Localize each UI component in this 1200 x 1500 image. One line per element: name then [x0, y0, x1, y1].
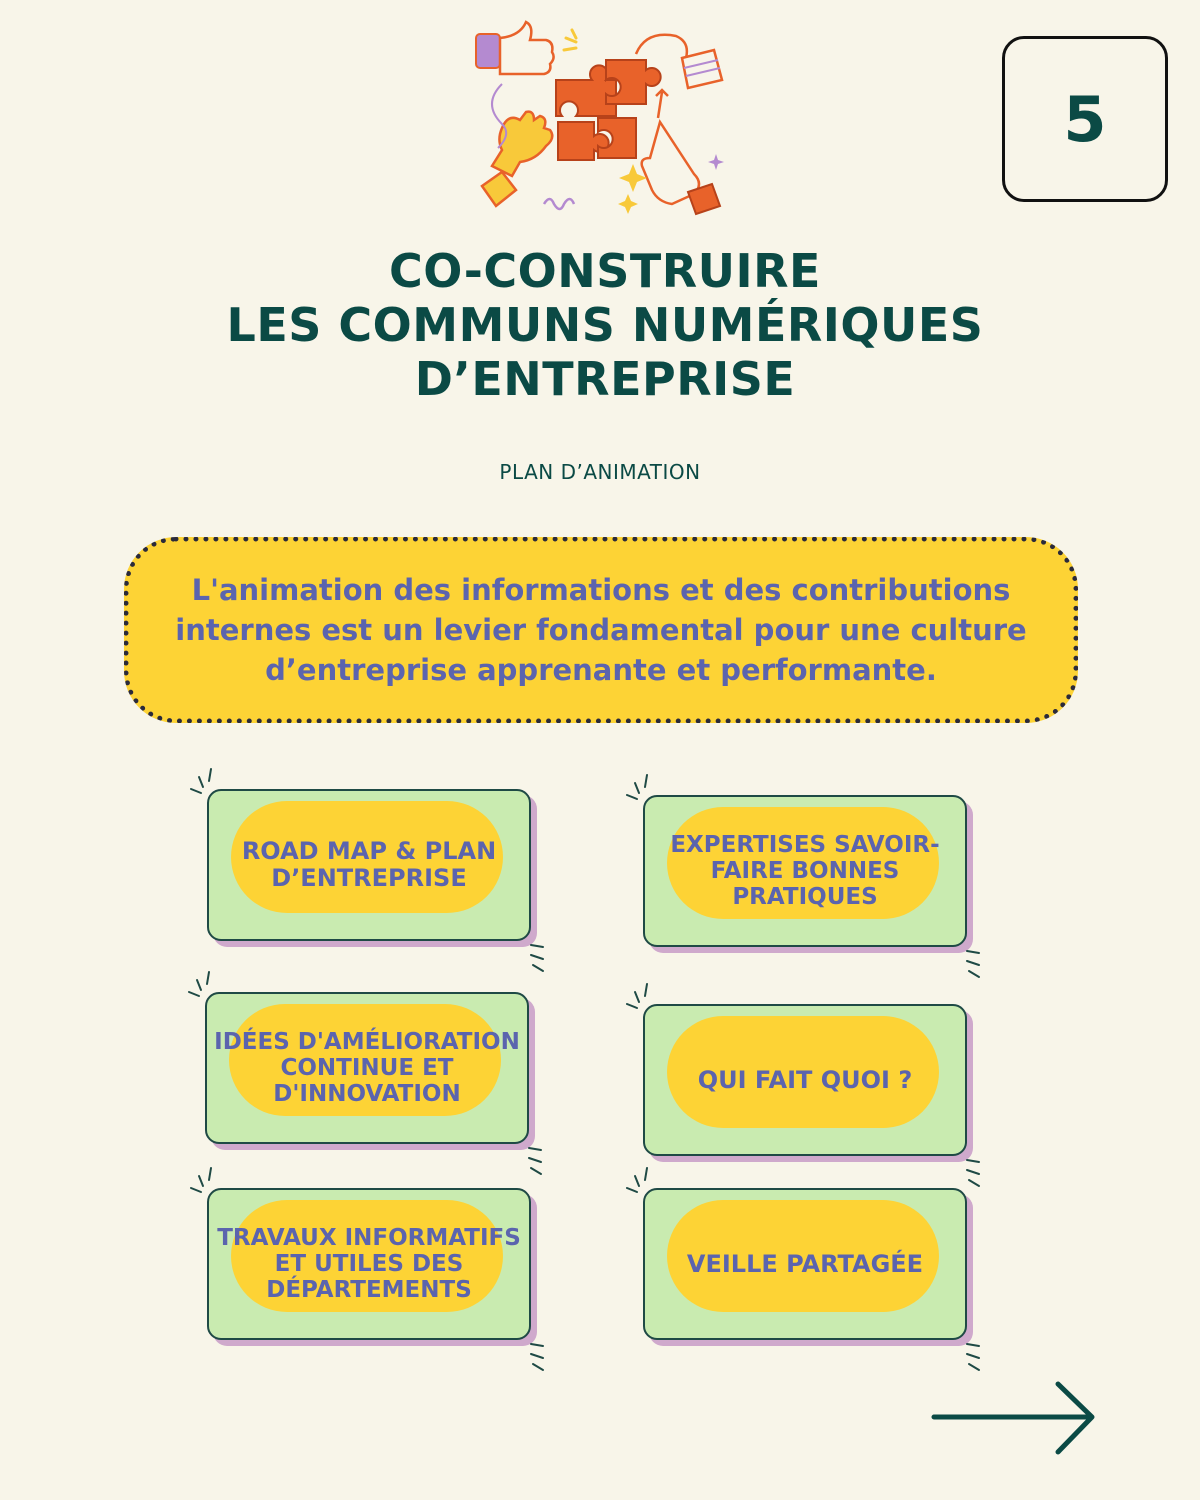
spark-lines-icon [527, 1144, 557, 1174]
page-number: 5 [1063, 82, 1107, 156]
subtitle: PLAN D’ANIMATION [499, 460, 701, 484]
page-number-badge [1002, 36, 1168, 202]
card-expertises [643, 795, 967, 947]
card-label: TRAVAUX INFORMATIFS ET UTILES DES DÉPARTEMENTS [217, 1225, 521, 1303]
arrow-right-icon[interactable] [930, 1380, 1100, 1456]
spark-lines-icon [965, 1156, 995, 1186]
card-travaux [207, 1188, 531, 1340]
spark-lines-icon [965, 947, 995, 977]
card-label: ROAD MAP & PLAN D’ENTREPRISE [241, 837, 497, 892]
card-label: IDÉES D'AMÉLIORATION CONTINUE ET D'INNOVATION [214, 1029, 520, 1107]
card-qui-fait-quoi [643, 1004, 967, 1156]
spark-lines-icon [529, 941, 559, 971]
page-title [100, 244, 1110, 406]
card-label: VEILLE PARTAGÉE [686, 1249, 924, 1278]
spark-lines-icon [965, 1340, 995, 1370]
callout-text: L'animation des informations et des contributions internes est un levier fondamental pour une culture d’entreprise apprenante et performante. [175, 573, 1027, 687]
card-road-map [207, 789, 531, 941]
title-line-1: CO-CONSTRUIRE [389, 244, 821, 298]
card-veille [643, 1188, 967, 1340]
spark-lines-icon [529, 1340, 559, 1370]
card-idees [205, 992, 529, 1144]
hands-puzzle-illustration [468, 14, 738, 224]
card-label: EXPERTISES SAVOIR-FAIRE BONNES PRATIQUES [670, 832, 940, 910]
callout-box [124, 537, 1078, 723]
title-line-2: LES COMMUNS NUMÉRIQUES [226, 298, 984, 352]
title-line-3: D’ENTREPRISE [414, 352, 796, 406]
card-label: QUI FAIT QUOI ? [697, 1065, 913, 1094]
